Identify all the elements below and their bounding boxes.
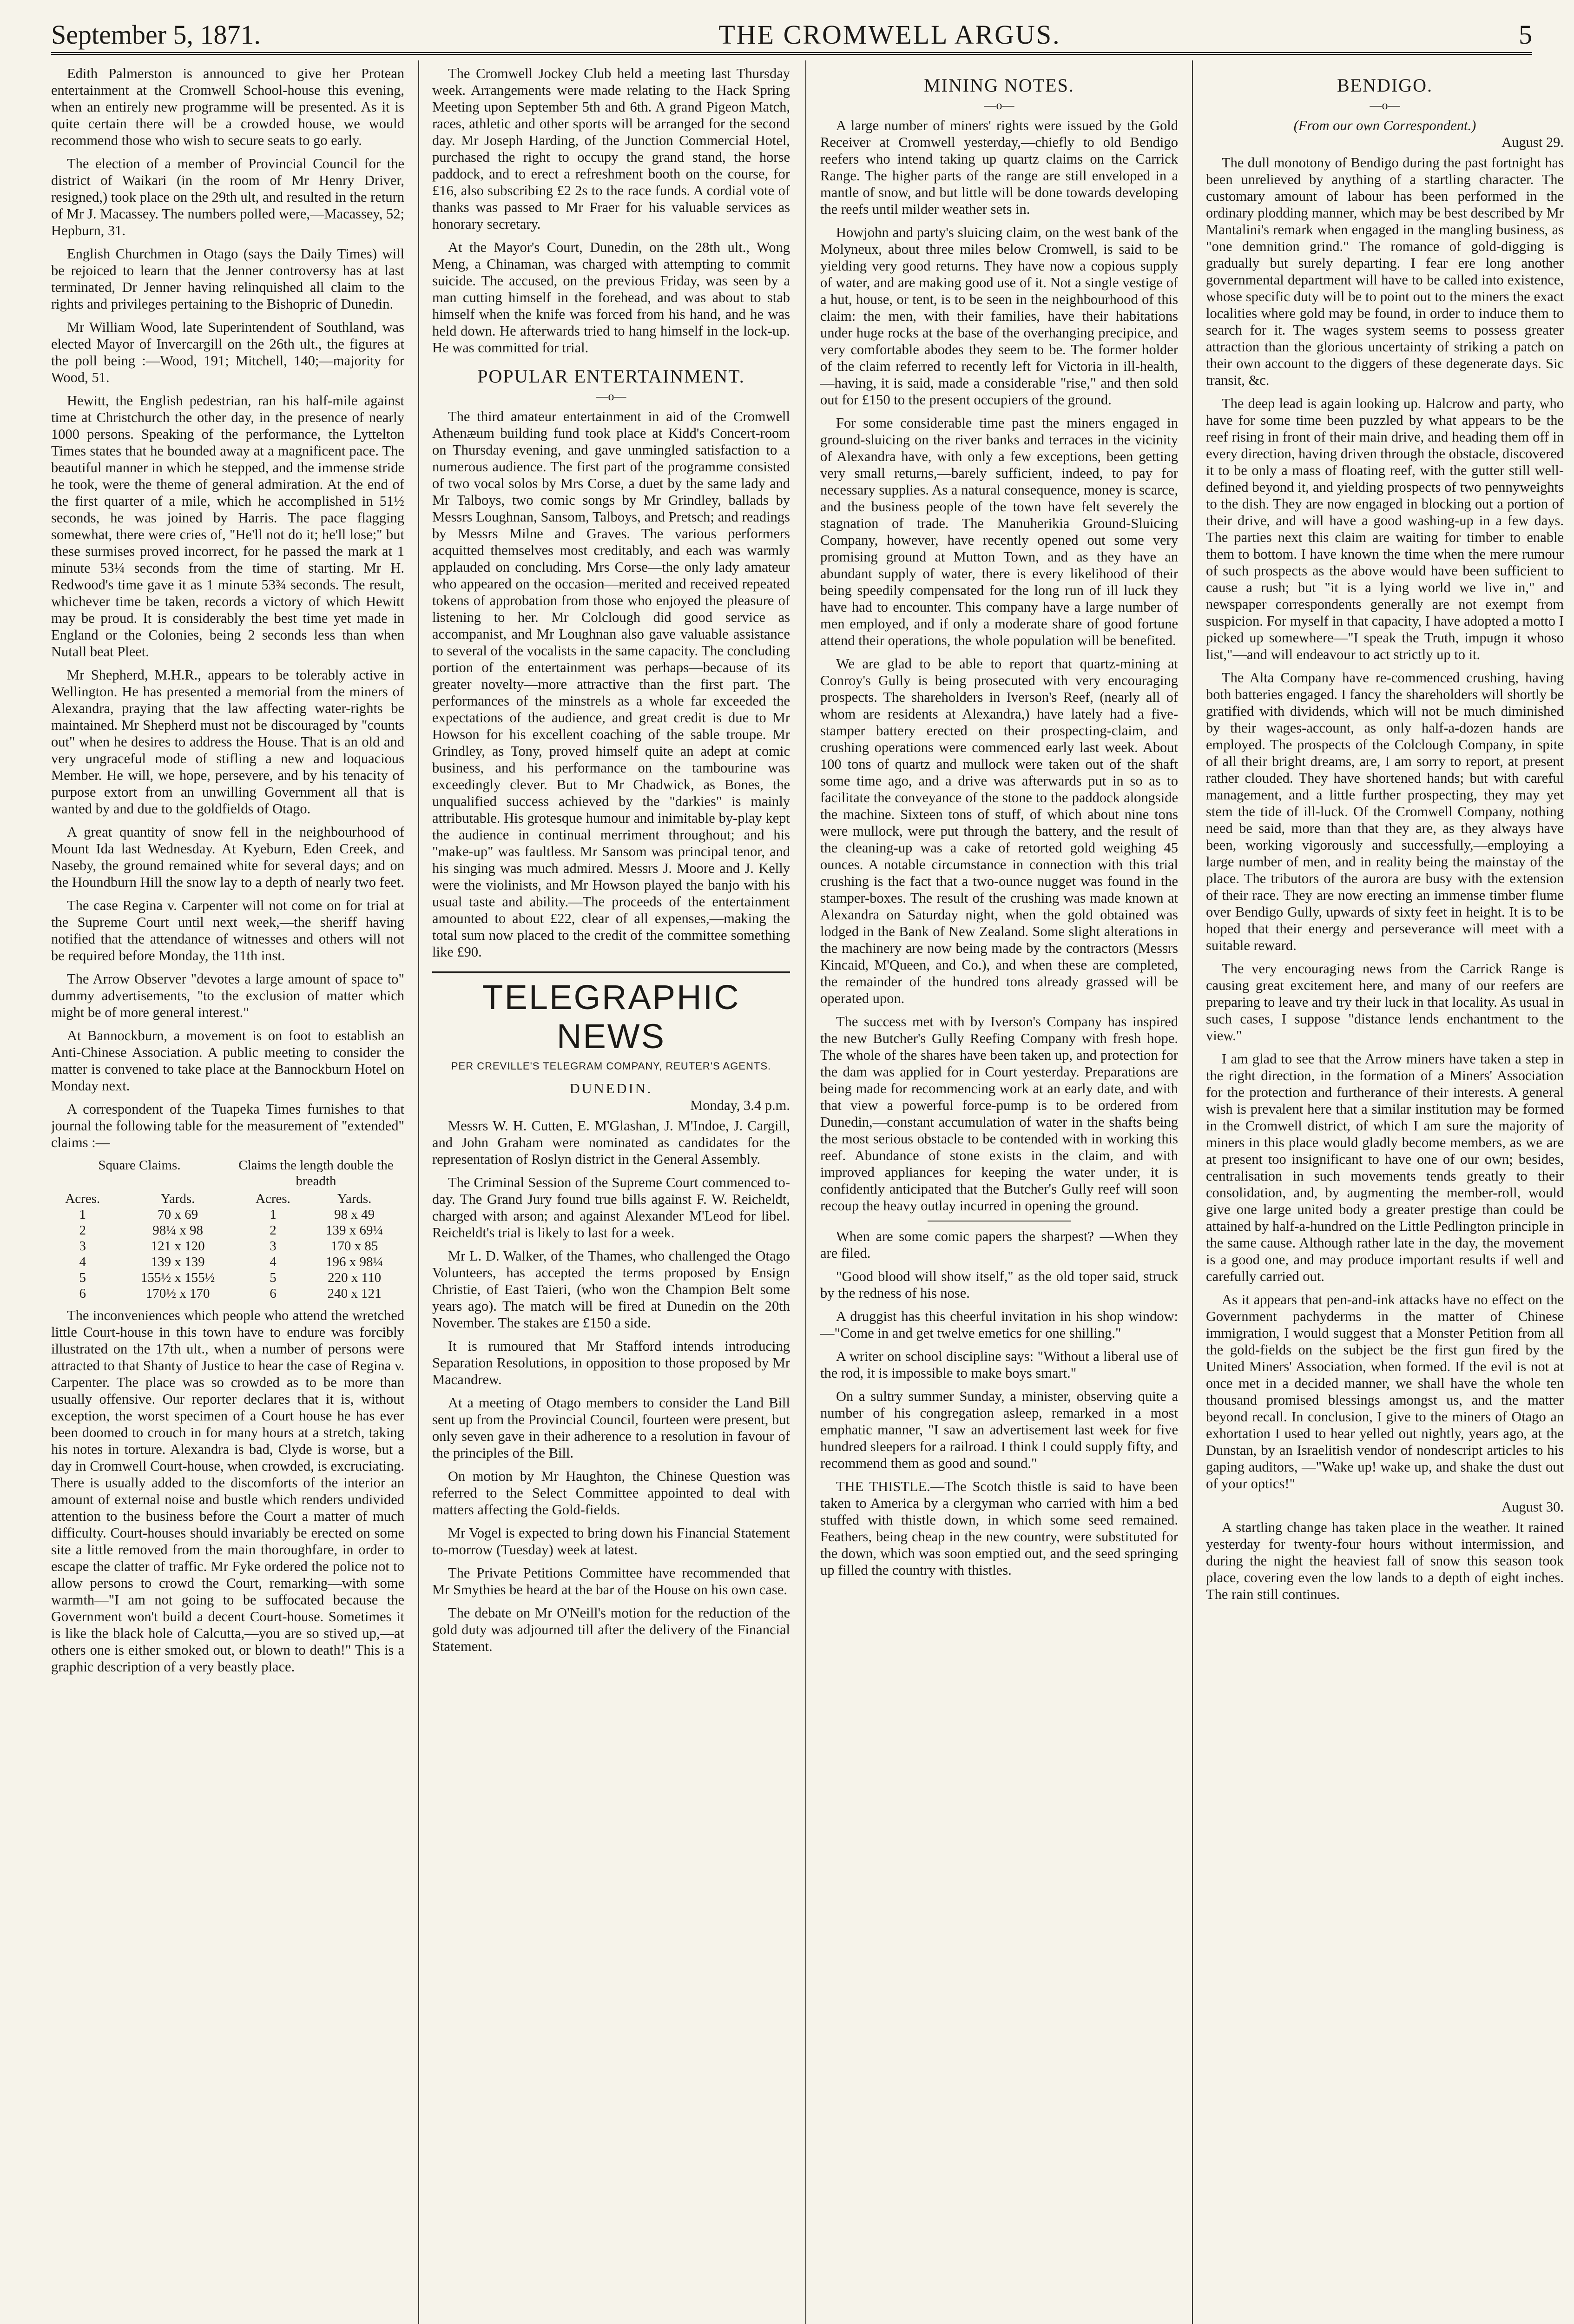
table-header-cell: Acres. [256,1191,290,1206]
square-claims-caption: Square Claims. [98,1158,181,1173]
news-paragraph: Edith Palmerston is announced to give her Protean entertainment at the Cromwell School-house this evening, when an entirely new programme will be presented. As it is quite certain there will be a crowded house, we would recommend those who wish to secure seats to go early. [51,66,404,148]
column-3 [820,65,1178,2324]
news-paragraph: On motion by Mr Haughton, the Chinese Question was referred to the Select Committee appointed to deal with matters affecting the Gold-fields. [432,1468,790,1518]
column-divider [418,60,419,2324]
news-paragraph: At the Mayor's Court, Dunedin, on the 28th ult., Wong Meng, a Chinaman, was charged with attempting to commit suicide. The accused, on the previous Friday, was seen by a man cutting himself in the forehead, and was about to stab himself when the knife was forced from his hand, and he was held down. He afterwards tried to hang himself in the lock-up. He was committed for trial. [432,239,790,356]
news-paragraph: "Good blood will show itself," as the old toper said, struck by the redness of his nose. [820,1268,1178,1301]
news-paragraph: When are some comic papers the sharpest? —When they are filed. [820,1228,1178,1261]
table-cell: 5 [79,1270,86,1285]
table-cell: 70 x 69 [158,1207,198,1222]
news-paragraph: The success met with by Iverson's Company has inspired the new Butcher's Gully Reefing Company with fresh hope. The whole of the shares have been taken up, and protection for the dam was applied for in Court yesterday. Preparations are being made for recommencing work at an early date, and with that view a powerful force-pump is to be ordered from Dunedin,—constant accumulation of water in the shafts being the most serious obstacle to be contended with in working this reef. Abundance of stone exists in the claim, and with improved appliances for keeping the water under, it is confidently anticipated that the Butcher's Gully reef will soon recoup the heavy outlay incurred in opening the ground. [820,1014,1178,1214]
table-cell: 98 x 49 [334,1207,375,1222]
news-paragraph: Mr L. D. Walker, of the Thames, who challenged the Otago Volunteers, has accepted the terms proposed by Ensign Christie, of East Taieri, (who won the Champion Belt some years ago). The match will be fired at Dunedin on the 20th November. The stakes are £150 a side. [432,1248,790,1331]
section-heading-mining-notes: MINING NOTES. [924,75,1074,96]
table-row [51,1254,404,1270]
dateline-august-29: August 29. [1502,134,1564,150]
table-header-cell: Yards. [160,1191,195,1206]
table-cell: 121 x 120 [151,1239,205,1254]
table-cell: 170½ x 170 [145,1286,210,1301]
news-paragraph: The election of a member of Provincial Council for the district of Waikari (in the room of Mr Henry Driver, resigned,) took place on the 29th ult, and resulted in the return of Mr J. Macassey. The numbers polled were,—Macassey, 52; Hepburn, 31. [51,156,404,238]
dateline-time: Monday, 3.4 p.m. [690,1097,790,1113]
news-paragraph: The debate on Mr O'Neill's motion for the reduction of the gold duty was adjourned till after the delivery of the Financial Statement. [432,1605,790,1654]
table-cell: 220 x 110 [328,1270,382,1285]
table-cell: 98¼ x 98 [152,1223,203,1238]
news-paragraph: As it appears that pen-and-ink attacks have no effect on the Government pachyderms in the matter of Chinese immigration, I would suggest that a Monster Petition from all the gold-fields on the subject be the first gun fired by the United Miners' Association, when formed. If the evil is not at once met in a decided manner, we shall have the whole ten thousand promised blessings amongst us, and the matter beyond recall. In conclusion, I give to the miners of Otago an exhortation I used to hear yelled out nightly, years ago, at the Dunstan, by an Israelitish vendor of nondescript articles to his gaping auditors, —"Wake up! wake up, and shake the dust out of your optics!" [1206,1292,1564,1492]
news-paragraph: Hewitt, the English pedestrian, ran his half-mile against time at Christchurch the other day, in the presence of nearly 1000 persons. Speaking of the performance, the Lyttelton Times states that he bounded away at a magnificent pace. The beautiful manner in which he stepped, and the immense stride he took, were the theme of general admiration. At the end of the first quarter of a mile, which he accomplished in 51½ seconds, he was joined by Harris. The pace flagging somewhat, there were cries of, "He'll not do it; he'll lose;" but these surmises proved incorrect, for he passed the mark at 1 minute 53¼ seconds from the time of starting. Mr H. Redwood's time gave it as 1 minute 53¾ seconds. The result, whichever time be taken, records a victory of which Hewitt may be proud. It is considerably the best time yet made in England or the Colonies, being 2 seconds less than when Nutall beat Pleet. [51,393,404,660]
news-paragraph: The dull monotony of Bendigo during the past fortnight has been unrelieved by anything of a startling character. The customary amount of labour has been performed in the ordinary plodding manner, which may be best described by Mr Mantalini's remark when engaged in the mangling business, as "one demnition grind." The romance of gold-digging is gradually but surely departing. I fear ere long another governmental department will have to be called into existence, whose specific duty will be to point out to the miners the exact localities where gold may be found, in order to induce them to search for it. The wages system seems to possess greater attraction than the glorious uncertainty of striking a patch on their own account to the diggers of these degenerate days. Sic transit, &c. [1206,155,1564,388]
table-cell: 4 [79,1254,86,1269]
news-paragraph: Mr Vogel is expected to bring down his Financial Statement to-morrow (Tuesday) week at latest. [432,1525,790,1558]
news-paragraph: Howjohn and party's sluicing claim, on the west bank of the Molyneux, about three miles below Cromwell, is said to be yielding very good returns. They have now a copious supply of water, and are making good use of it. Not a single vestige of a hut, house, or tent, is to be seen in the neighbourhood of this claim: the men, with their families, have their habitations under huge rocks at the base of the overhanging precipice, and very comfortable abodes they seem to be. The former holder of the claim referred to recently left for Victoria in ill-health,—having, it is said, made a considerable "rise," and then sold out for £150 to the present occupiers of the ground. [820,224,1178,408]
news-paragraph: For some considerable time past the miners engaged in ground-sluicing on the river banks and terraces in the vicinity of Alexandra have, with only a few exceptions, been getting very small returns,—barely sufficient, indeed, to pay for necessary supplies. As a natural consequence, money is scarce, and the business people of the town have felt severely the stagnation of trade. The Manuherikia Ground-Sluicing Company, however, have recently opened out some very promising ground at Mutton Town, and as they have an abundant supply of water, there is every likelihood of their being speedily compensated for the long run of ill luck they have had to encounter. This company have a large number of men employed, and if only a moderate share of good fortune attend their operations, the whole population will be benefited. [820,415,1178,648]
table-cell: 6 [270,1286,277,1301]
news-paragraph: On a sultry summer Sunday, a minister, observing quite a number of his congregation asleep, remarked in a most emphatic manner, "I saw an advertisement last week for five hundred sleepers for a railroad. I think I could supply fifty, and recommend them as good and sound." [820,1388,1178,1471]
section-heading-bendigo: BENDIGO. [1337,75,1433,96]
table-cell: 240 x 121 [327,1286,382,1301]
masthead-rule [51,52,1532,55]
news-paragraph: It is rumoured that Mr Stafford intends introducing Separation Resolutions, in opposition to those proposed by Mr Macandrew. [432,1338,790,1387]
news-paragraph: The third amateur entertainment in aid of the Cromwell Athenæum building fund took place at Kidd's Concert-room on Thursday evening, and gave unmingled satisfaction to a numerous audience. The first part of the programme consisted of two vocal solos by Mrs Corse, a duet by the same lady and Mr Talboys, two comic songs by Mr Grindley, ballads by Messrs Loughnan, Sansom, Talboys, and Pretsch; and readings by Messrs Milne and Graves. The various performers acquitted themselves most creditably, and each was warmly applauded on concluding. Mrs Corse—the only lady amateur who appeared on the occasion—merited and received repeated tokens of approbation from those who enjoyed the pleasure of listening to her. Mr Colclough did good service as accompanist, and Mr Loughnan also gave valuable assistance to several of the vocalists in the same capacity. The concluding portion of the entertainment was perhaps—because of its greater novelty—more attractive than the first part. The performances of the minstrels as a whole far exceeded the expectations of the audience, and great credit is due to Mr Howson for his excellent coaching of the sable troupe. Mr Grindley, as Tony, proved himself quite an adept at comic business, and his performance on the tambourine was exceedingly clever. But to Mr Chadwick, as Bones, the unqualified success achieved by the "darkies" is mainly attributable. His grotesque humour and inimitable by-play kept the audience in continual merriment throughout; and his "make-up" was faultless. Mr Sansom was principal tenor, and his singing was much admired. Messrs J. Moore and J. Kelly were the violinists, and Mr Howson played the banjo with his usual taste and ability.—The proceeds of the entertainment amounted to about £22, clear of all expenses,—making the total sum now placed to the credit of the committee something like £90. [432,409,790,960]
news-paragraph: The Cromwell Jockey Club held a meeting last Thursday week. Arrangements were made relating to the Hack Spring Meeting upon September 5th and 6th. A grand Pigeon Match, races, athletic and other sports will be arranged for the second day. Mr Joseph Harding, of the Junction Commercial Hotel, purchased the right to occupy the grand stand, the horse paddock, and to erect a refreshment booth on the course, for £16, also subscribing £2 2s to the race funds. A cordial vote of thanks was passed to Mr Fraer for his valuable services as honorary secretary. [432,66,790,232]
news-paragraph: A large number of miners' rights were issued by the Gold Receiver at Cromwell yesterday,—chiefly to old Bendigo reefers who intend taking up quartz claims on the Carrick Range. The higher parts of the range are still enveloped in a mantle of snow, and but little will be done towards developing the reefs until milder weather sets in. [820,118,1178,217]
double-claims-caption: Claims the length double the breadth [238,1158,394,1188]
column-1 [51,65,404,2324]
column-divider [805,60,806,2324]
table-cell: 155½ x 155½ [140,1270,215,1285]
correspondent-byline: (From our own Correspondent.) [1293,118,1476,133]
news-paragraph: At Bannockburn, a movement is on foot to establish an Anti-Chinese Association. A public meeting to consider the matter is convened to take place at the Bannockburn Hotel on Monday next. [51,1028,404,1094]
news-paragraph: The Alta Company have re-commenced crushing, having both batteries engaged. I fancy the shareholders will shortly be gratified with dividends, which will not be much diminished by their wages-account, as only half-a-dozen hands are employed. The prospects of the Colclough Company, in spite of all their bright dreams, are, I am sorry to report, at present rather clouded. They have shortened hands; but with careful management, and a little further prospecting, they may yet stem the tide of ill-luck. Of the Cromwell Company, nothing need be said, more than that they are, as they always have been, working vigorously and successfully,—employing a large number of men, and in reality being the mainstay of the place. The tributors of the aurora are busy with the extension of their race. They are now erecting an immense timber flume over Bendigo Gully, upwards of sixty feet in height. It is to be hoped that their energy and perseverance will meet with a suitable reward. [1206,670,1564,953]
news-paragraph: The very encouraging news from the Carrick Range is causing great excitement here, and many of our reefers are preparing to leave and try their luck in that locality. As usual in such cases, I suppose "distance lends enchantment to the view." [1206,961,1564,1043]
table-cell: 139 x 69¼ [326,1223,383,1238]
claims-table [51,1191,404,1301]
news-paragraph: A startling change has taken place in the weather. It rained yesterday for twenty-four hours without intermission, and during the night the heaviest fall of snow this season took place, covering even the low lands to a depth of eight inches. The rain still continues. [1206,1519,1564,1602]
table-cell: 3 [79,1239,86,1254]
table-row [51,1207,404,1222]
news-paragraph: The case Regina v. Carpenter will not come on for trial at the Supreme Court until next week,—the sheriff having notified that the attendance of witnesses and others will not be required before Monday, the 11th inst. [51,898,404,964]
news-paragraph: The Criminal Session of the Supreme Court commenced to-day. The Grand Jury found true bills against F. W. Reicheldt, charged with arson; and against Alexander M'Leod for libel. Reicheldt's trial is likely to last for a week. [432,1175,790,1241]
table-cell: 196 x 98¼ [326,1254,383,1269]
news-paragraph: The Arrow Observer "devotes a large amount of space to" dummy advertisements, "to the exclusion of matter which might be of more general interest." [51,971,404,1020]
table-row [51,1286,404,1301]
news-paragraph: I am glad to see that the Arrow miners have taken a step in the right direction, in the formation of a Miners' Association for the protection and furtherance of their interests. A general wish is prevalent here that a similar institution may be formed in the Cromwell district, of which I am sure the majority of miners in this place would gladly become members, as we are at present too insignificant to have one of our own; besides, centralisation in such movements tends greatly to their consolidation, and, by augmenting the member-roll, would give one large united body a greater prestige than could be attained by half-a-hundred on the Little Pedlington principle in the same cause. Although rather late in the day, the movement is a good one, and may produce important results if well and carefully carried out. [1206,1051,1564,1284]
ornament: —o— [1370,99,1400,112]
news-paragraph: A correspondent of the Tuapeka Times furnishes to that journal the following table for the measurement of "extended" claims :— [51,1101,404,1150]
page-number: 5 [1518,20,1532,50]
table-cell: 1 [79,1207,86,1222]
dateline-place: DUNEDIN. [569,1081,653,1096]
news-paragraph: Messrs W. H. Cutten, E. M'Glashan, J. M'Indoe, J. Cargill, and John Graham were nominated as candidates for the representation of Roslyn district in the General Assembly. [432,1118,790,1167]
claims-table-caption [51,1157,404,1189]
table-cell: 1 [270,1207,277,1222]
table-cell: 139 x 139 [151,1254,205,1269]
newspaper-title: THE CROMWELL ARGUS. [718,20,1061,50]
news-paragraph: The inconveniences which people who attend the wretched little Court-house in this town have to endure was forcibly illustrated on the 17th ult., when a number of persons were attracted to that Shanty of Justice to hear the case of Regina v. Carpenter. The place was so crowded as to be more than usually offensive. Our reporter declares that it is, without exception, the worst specimen of a Court house he has ever been doomed to crouch in for many hours at a stretch, taking his notes in torture. Alexandra is bad, Clyde is worse, but a day in Cromwell Court-house, when crowded, is excruciating. There is usually added to the discomforts of the interior an amount of external noise and bustle which renders undivided attention to the business before the Court a matter of much difficulty. Court-houses should invariably be erected on some site a little removed from the main thoroughfare, in order to escape the clatter of traffic. Mr Fyke ordered the police not to allow persons to crowd the Court, remarking—with some warmth—"I am not going to be suffocated because the Government won't build a decent Court-house. Sometimes it is like the black hole of Calcutta,—you are so stived up,—at others one is either smoked out, or blown to death!" This is a graphic description of a very beastly place. [51,1307,404,1675]
telegraphic-byline: PER CREVILLE'S TELEGRAM COMPANY, REUTER'S AGENTS. [451,1060,771,1072]
table-header-cell: Acres. [65,1191,100,1206]
news-paragraph: The Private Petitions Committee have recommended that Mr Smythies be heard at the bar of the House on his own case. [432,1565,790,1598]
table-row [51,1270,404,1286]
news-paragraph: A great quantity of snow fell in the neighbourhood of Mount Ida last Wednesday. At Kyeburn, Eden Creek, and Naseby, the ground remained white for several days; and on the Houndburn Hill the snow lay to a depth of nearly two feet. [51,824,404,890]
news-paragraph: THE THISTLE.—The Scotch thistle is said to have been taken to America by a clergyman who carried with him a bed stuffed with thistle down, in which some seed remained. Feathers, being cheap in the new country, were substituted for the down, which was soon emptied out, and the seed springing up filled the country with thistles. [820,1479,1178,1578]
news-paragraph: At a meeting of Otago members to consider the Land Bill sent up from the Provincial Council, fourteen were present, but only seven gave in their adherence to a resolution in favour of the principles of the Bill. [432,1395,790,1461]
news-paragraph: The deep lead is again looking up. Halcrow and party, who have for some time been puzzled by what appears to be the reef rising in front of their main drive, and heading them off in every direction, having driven through the obstacle, discovered it to be only a mass of floating reef, with the gutter still well-defined beyond it, and yielding prospects of two pennyweights to the dish. They are now engaged in blocking out a portion of their drive, and will have a good washing-up in a few days. The parties next this claim are waiting for timber to enable them to bottom. I have known the time when the mere rumour of such prospects as the above would have been sufficient to cause a rush; but "it is a lying world we live in," and newspaper correspondents generally are not exempt from suspicion. For myself in that capacity, I have adopted a motto I picked up somewhere—"I speak the Truth, impugn it whoso list,"—and will endeavour to act strictly up to it. [1206,396,1564,662]
table-header-row [51,1191,404,1207]
masthead [51,8,1532,48]
table-header-cell: Yards. [337,1191,372,1206]
table-cell: 6 [79,1286,86,1301]
table-cell: 2 [79,1223,86,1238]
issue-date: September 5, 1871. [51,20,261,50]
section-heading-popular-entertainment: POPULAR ENTERTAINMENT. [477,366,745,387]
ornament: —o— [596,390,626,403]
column-2 [432,65,790,2324]
ornament: —o— [984,99,1014,112]
dateline-august-30: August 30. [1502,1499,1564,1515]
table-cell: 5 [270,1270,277,1285]
column-4 [1206,65,1564,2324]
table-cell: 4 [270,1254,277,1269]
table-cell: 170 x 85 [330,1239,378,1254]
column-divider [1192,60,1193,2324]
table-row [51,1222,404,1238]
news-paragraph: A druggist has this cheerful invitation in his shop window:—"Come in and get twelve emetics for one shilling." [820,1308,1178,1341]
table-cell: 3 [270,1239,277,1254]
news-paragraph: We are glad to be able to report that quartz-mining at Conroy's Gully is being prosecuted with very encouraging prospects. The shareholders in Iverson's Reef, (nearly all of whom are residents at Alexandra,) have lately had a five-stamper battery erected on their prospecting-claim, and crushing operations were commenced early last week. About 100 tons of quartz and mullock were taken out of the shaft some time ago, and a drive was afterwards put in so as to facilitate the conveyance of the stone to the paddock alongside the machine. Sixteen tons of stuff, of which about nine tons were mullock, were put through the battery, and the result of the cleaning-up was a cake of retorted gold weighing 45 ounces. A notable circumstance in connection with this trial crushing is the fact that a two-ounce nugget was found in the stamper-boxes. The result of the crushing was made known at Alexandra on Saturday night, when the gold obtained was lodged in the Bank of New Zealand. Some slight alterations in the machinery are now being made by the contractors (Messrs Kincaid, M'Queen, and Co.), and when these are completed, the remainder of the hundred tons already grassed will be operated upon. [820,656,1178,1006]
news-paragraph: English Churchmen in Otago (says the Daily Times) will be rejoiced to learn that the Jenner controversy has at last terminated, Dr Jenner having relinquished all claim to the rights and privileges pertaining to the Bishopric of Dunedin. [51,246,404,312]
section-heading-telegraphic-news: TELEGRAPHIC NEWS [432,971,790,1056]
news-paragraph: Mr William Wood, late Superintendent of Southland, was elected Mayor of Invercargill on the 26th ult., the figures at the poll being :—Wood, 191; Mitchell, 140;—majority for Wood, 51. [51,319,404,385]
news-paragraph: Mr Shepherd, M.H.R., appears to be tolerably active in Wellington. He has presented a memorial from the miners of Alexandra, praying that the law affecting water-rights be maintained. Mr Shepherd must not be discouraged by "counts out" when he desires to address the House. That is an old and very ungraceful mode of stifling a new and loquacious Member. He will, we hope, persevere, and by his tenacity of purpose extort from an unwilling Government all that is wanted by and due to the goldfields of Otago. [51,667,404,817]
table-row [51,1238,404,1254]
news-paragraph: A writer on school discipline says: "Without a liberal use of the rod, it is impossible to make boys smart." [820,1348,1178,1381]
table-cell: 2 [270,1223,277,1238]
